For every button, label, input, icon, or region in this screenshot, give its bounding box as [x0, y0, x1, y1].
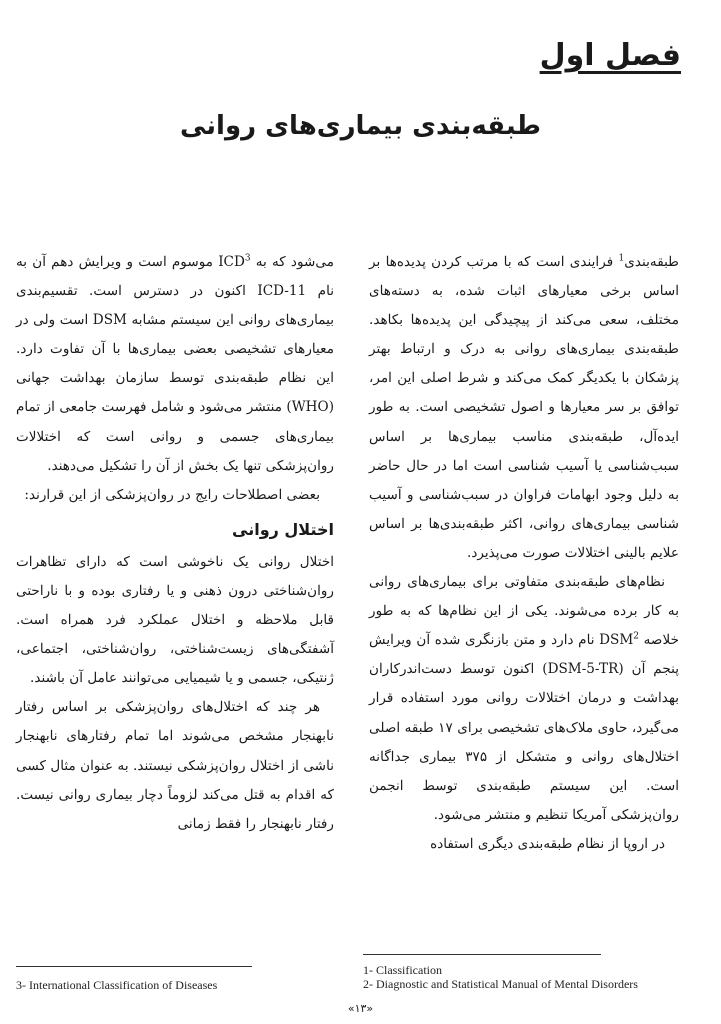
paragraph-text: می‌شود که به — [250, 254, 334, 270]
paragraph-text: نظام‌های طبقه‌بندی متفاوتی برای بیماری‌های روانی به کار برده می‌شوند. یکی از این نظام‌ها که به طور خلاصه — [369, 574, 679, 649]
paragraph: اختلال روانی یک ناخوشی است که دارای تظاهرات روان‌شناختی درون ذهنی و یا رفتاری بوده و با ناراحتی قابل ملاحظه و اختلال عملکرد فرد همراه است. آشفتگی‌های زیست‌شناختی، روان‌شناختی، اجتماعی، ژنتیکی، جسمی و یا شیمیایی می‌توانند عامل آن باشند. — [16, 553, 334, 687]
paragraph-text: موسوم است و ویرایش دهم آن به نام ICD-11 اکنون در دسترس است. تقسیم‌بندی بیماری‌های روانی این سیستم مشابه DSM است ولی در معیارهای تشخیصی بعضی بیماری‌ها با آن تفاوت دارد. این نظام طبقه‌بندی توسط سازمان بهداشت جهانی (WHO) منتشر می‌شود و شامل فهرست جامعی از تمام بیماری‌های جسمی و روانی است که اختلالات روان‌پزشکی تنها یک بخش از آن را تشکیل می‌دهند. — [16, 254, 334, 474]
footnote: 2- Diagnostic and Statistical Manual of Mental Disorders — [363, 977, 638, 991]
paragraph-text: نام دارد و متن بازنگری شده آن ویرایش پنجم آن (DSM-5-TR) اکنون توسط دست‌اندرکاران بهداشت و درمان اختلالات روانی مورد استفاده قرار می‌گیرد، حاوی ملاک‌های تشخیصی برای ۱۷ طبقه اصلی اختلال‌های روانی و متشکل از ۳۷۵ بیماری جداگانه است. این سیستم طبقه‌بندی توسط انجمن روان‌پزشکی آمریکا تنظیم و منتشر می‌شود. — [369, 632, 679, 823]
paragraph: در اروپا از نظام طبقه‌بندی دیگری استفاده — [430, 835, 665, 852]
abbreviation — [218, 254, 250, 270]
paragraph: بعضی اصطلاحات رایج در روان‌پزشکی از این قرارند: — [24, 486, 320, 503]
footnotes-right — [363, 963, 638, 991]
chapter-heading: فصل اول — [539, 38, 681, 73]
footnotes-left — [16, 978, 217, 992]
abbreviation-code: ICD — [218, 254, 245, 270]
paragraph: هر چند که اختلال‌های روان‌پزشکی بر اساس رفتار نابهنجار مشخص می‌شوند اما تمام رفتارهای نابهنجار ناشی از اختلال روان‌پزشکی نیستند. به عنوان مثال کسی که اقدام به قتل می‌کند لزوماً دچار بیماری روانی نیست. رفتار نابهنجار را فقط زمانی — [16, 699, 334, 832]
page-number: «۱۳» — [347, 1002, 374, 1015]
abbreviation — [599, 632, 639, 648]
footnote-ref: 3 — [244, 253, 251, 264]
footnote: 3- International Classification of Diseases — [16, 978, 218, 992]
paragraph — [16, 248, 334, 481]
page-title: طبقه‌بندی بیماری‌های روانی — [179, 111, 541, 141]
term: طبقه‌بندی — [624, 254, 679, 270]
right-column — [369, 248, 679, 859]
section-subheading: اختلال روانی — [232, 519, 334, 539]
paragraph — [369, 248, 679, 568]
paragraph — [369, 568, 679, 830]
footnote-ref: 1 — [618, 253, 625, 264]
footnote-ref: 2 — [633, 631, 640, 642]
abbreviation-code: DSM — [599, 632, 634, 649]
paragraph-text: فرایندی است که با مرتب کردن پدیده‌ها بر اساس برخی معیارهای اثبات شده، به دسته‌های مختلف، سعی می‌کند از پیچیدگی این پدیده‌ها بکاهد. طبقه‌بندی بیماری‌های روانی به درک و ارتباط بهتر پزشکان با یکدیگر کمک می‌کند و شرط اصلی این امر، توافق بر سر معیارها و اصول تشخیصی است. به طور ایده‌آل، طبقه‌بندی مناسب بیماری‌ها بر اساس سبب‌شناسی یا آسیب شناسی است اما در حال حاضر به دلیل وجود ابهامات فراوان در سبب‌شناسی و آسیب شناسی بیماری‌های روانی، اکثر طبقه‌بندی‌ها بر اساس علایم بالینی اختلالات صورت می‌پذیرد. — [369, 254, 679, 561]
footnote: 1- Classification — [363, 963, 442, 977]
footnote-divider — [16, 966, 252, 967]
footnote-divider — [363, 954, 601, 955]
left-column — [16, 248, 334, 839]
